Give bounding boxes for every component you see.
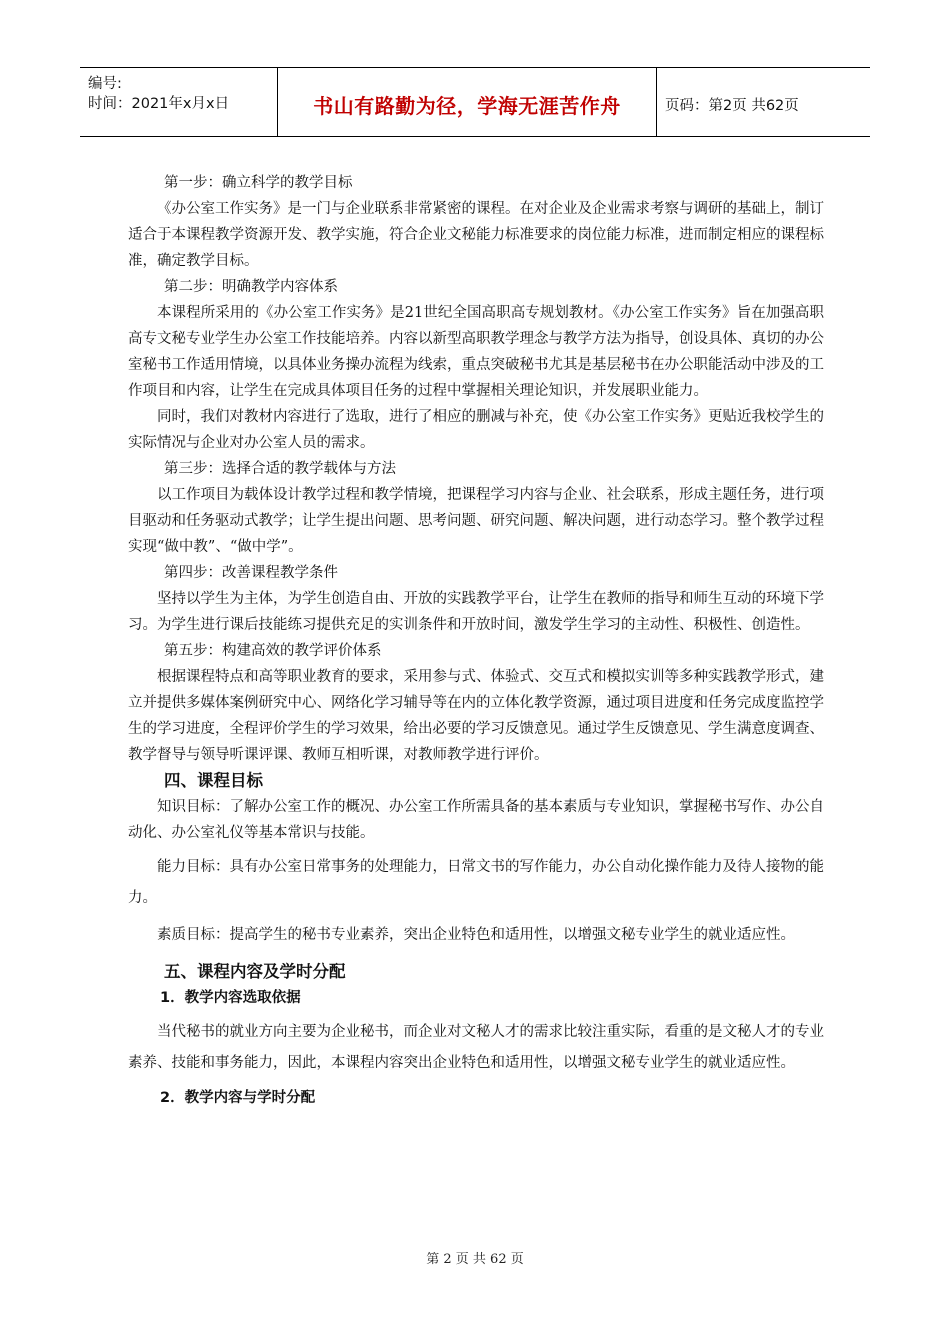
goal-ability-paragraph: 能力目标：具有办公室日常事务的处理能力，日常文书的写作能力，办公自动化操作能力及待人接物的能力。 [128,859,824,906]
document-time-label: 时间：2021年x月x日 [88,96,230,112]
section5-title: 五、课程内容及学时分配 [164,962,346,981]
subsection2-title: 2．教学内容与学时分配 [160,1090,316,1106]
header-meta-cell [80,68,278,136]
document-body [128,170,824,1111]
step3-paragraph: 以工作项目为载体设计教学过程和教学情境，把课程学习内容与企业、社会联系，形成主题任务，进行项目驱动和任务驱动式教学；让学生提出问题、思考问题、研究问题、解决问题，进行动态学习。整个教学过程实现“做中教”、“做中学”。 [128,487,824,555]
step5-paragraph: 根据课程特点和高等职业教育的要求，采用参与式、体验式、交互式和模拟实训等多种实践教学形式，建立并提供多媒体案例研究中心、网络化学习辅导等在内的立体化教学资源，通过项目进度和任务完成度监控学生的学习进度，全程评价学生的学习效果，给出必要的学习反馈意见。通过学生反馈意见、学生满意度调查、教学督导与领导听课评课、教师互相听课，对教师教学进行评价。 [128,669,824,763]
document-number-label: 编号: [88,76,122,92]
header-motto: 书山有路勤为径，学海无涯苦作舟 [313,94,621,118]
step3-heading: 第三步：选择合适的教学载体与方法 [164,461,396,477]
page-header [80,67,870,137]
step4-heading: 第四步：改善课程教学条件 [164,565,338,581]
page-footer: 第 2 页 共 62 页 [426,1252,524,1267]
step4-paragraph: 坚持以学生为主体，为学生创造自由、开放的实践教学平台，让学生在教师的指导和师生互动的环境下学习。为学生进行课后技能练习提供充足的实训条件和开放时间，激发学生学习的主动性、积极性、创造性。 [128,591,824,633]
step1-heading: 第一步：确立科学的教学目标 [164,175,353,191]
step1-paragraph: 《办公室工作实务》是一门与企业联系非常紧密的课程。在对企业及企业需求考察与调研的基础上，制订适合于本课程教学资源开发、教学实施，符合企业文秘能力标准要求的岗位能力标准，进而制定相应的课程标准，确定教学目标。 [128,201,824,269]
step2-heading: 第二步：明确教学内容体系 [164,279,338,295]
step5-heading: 第五步：构建高效的教学评价体系 [164,643,382,659]
goal-quality-paragraph: 素质目标：提高学生的秘书专业素养，突出企业特色和适用性，以增强文秘专业学生的就业适应性。 [157,927,795,943]
header-motto-cell [278,68,657,136]
goal-knowledge-paragraph: 知识目标：了解办公室工作的概况、办公室工作所需具备的基本素质与专业知识，掌握秘书写作、办公自动化、办公室礼仪等基本常识与技能。 [128,799,824,841]
step2-paragraph-1: 本课程所采用的《办公室工作实务》是21世纪全国高职高专规划教材。《办公室工作实务》旨在加强高职高专文秘专业学生办公室工作技能培养。内容以新型高职教学理念与教学方法为指导，创设具体、真切的办公室秘书工作适用情境，以具体业务操办流程为线索，重点突破秘书尤其是基层秘书在办公职能活动中涉及的工作项目和内容，让学生在完成具体项目任务的过程中掌握相关理论知识，并发展职业能力。 [128,305,824,399]
subsection1-paragraph: 当代秘书的就业方向主要为企业秘书，而企业对文秘人才的需求比较注重实际，看重的是文秘人才的专业素养、技能和事务能力，因此，本课程内容突出企业特色和适用性，以增强文秘专业学生的就业适应性。 [128,1024,824,1071]
section4-title: 四、课程目标 [164,771,263,790]
step2-paragraph-2: 同时，我们对教材内容进行了选取，进行了相应的删减与补充，使《办公室工作实务》更贴近我校学生的实际情况与企业对办公室人员的需求。 [128,409,824,451]
header-page-cell [657,68,870,136]
header-page-info: 页码：第2页 共62页 [665,98,799,114]
subsection1-title: 1．教学内容选取依据 [160,990,301,1006]
